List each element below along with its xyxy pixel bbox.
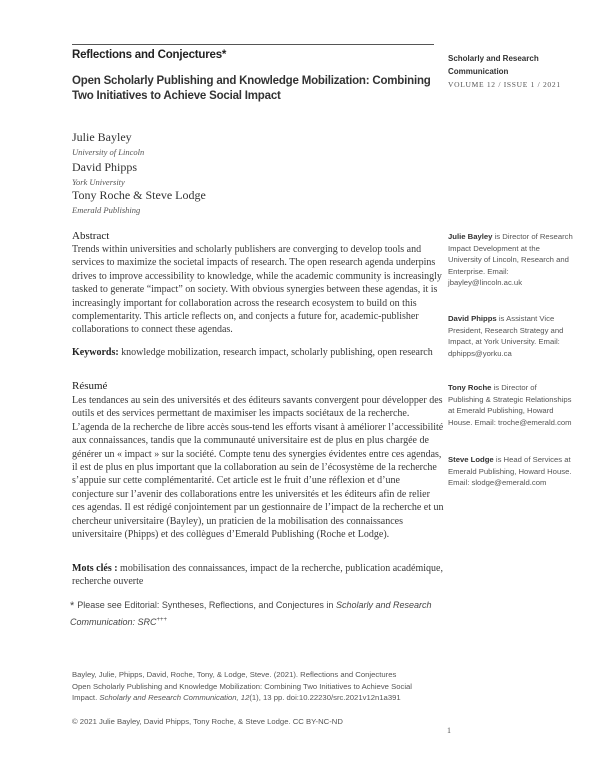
author-name: Tony Roche & Steve Lodge: [72, 188, 206, 202]
bio-name: Tony Roche: [448, 383, 492, 392]
author-name: David Phipps: [72, 160, 138, 174]
mots-cles: [72, 562, 444, 589]
author-name: Julie Bayley: [72, 130, 132, 144]
citation-line: Impact. Scholarly and Research Communication, 12(1), 13 pp. doi:10.22230/src.2021v12n1a391: [72, 693, 401, 702]
bio-text: is Director of Publishing & Strategic Relationships at Emerald Publishing, Howard House. Email: troche@emerald.com: [448, 383, 572, 427]
footnote-text: Please see Editorial: Syntheses, Reflections, and Conjectures in: [77, 600, 334, 610]
author-bio: [448, 382, 573, 428]
volume-issue: VOLUME 12 / ISSUE 1 / 2021: [448, 80, 561, 89]
author-bio: [448, 231, 573, 289]
resume-heading: Résumé: [72, 380, 108, 392]
bio-name: David Phipps: [448, 314, 497, 323]
mots-cles-label: Mots clés :: [72, 563, 118, 574]
author-bio: [448, 454, 573, 489]
editorial-footnote: [70, 598, 450, 629]
footnote-suffix: +++: [156, 617, 168, 623]
footnote-journal: Scholarly and Research Communication: SRC: [70, 600, 432, 627]
journal-name: Scholarly and Research Communication: [448, 54, 539, 76]
abstract-text: Trends within universities and scholarly publishers are converging to develop tools and services to maximize the societal impacts of research. The open research agenda underpins drives to improve accessibility to knowledge, while the academic community is increasingly tasked to generate “impact” on society. With obvious synergies between these agendas, it is increasingly important for collaboration across the research ecosystem to build on this complementarity. This article reflects on, and conjects a future for, academic-publisher collaborations to connect these agendas.: [72, 244, 442, 336]
copyright: © 2021 Julie Bayley, David Phipps, Tony Roche, & Steve Lodge. CC BY-NC-ND: [72, 717, 343, 726]
article-title: Open Scholarly Publishing and Knowledge Mobilization: Combining Two Initiatives to Achieve Social Impact: [72, 75, 431, 102]
keywords-label: Keywords:: [72, 347, 119, 358]
abstract-heading: Abstract: [72, 230, 110, 242]
author-affiliation: Emerald Publishing: [72, 205, 141, 215]
keywords-value: knowledge mobilization, research impact, scholarly publishing, open research: [121, 347, 433, 358]
bio-text: is Assistant Vice President, Research Strategy and Impact, at York University. Email: dphipps@yorku.ca: [448, 314, 564, 358]
footnote-marker: *: [70, 600, 75, 612]
keywords: [72, 346, 444, 359]
bio-text: is Head of Services at Emerald Publishing, Howard House. Email: slodge@emerald.com: [448, 455, 572, 487]
citation-line: Open Scholarly Publishing and Knowledge Mobilization: Combining Two Initiatives to Achieve Social: [72, 681, 413, 691]
top-rule: [72, 44, 434, 45]
bio-text: is Director of Research Impact Development at the University of Lincoln, Research and Enterprise. Email: jbayley@lincoln.ac.uk: [448, 232, 573, 287]
mots-cles-value: mobilisation des connaissances, impact de la recherche, publication académique, recherche ouverte: [72, 563, 443, 588]
citation-line: Bayley, Julie, Phipps, David, Roche, Tony, & Lodge, Steve. (2021). Reflections and Conjectures: [72, 670, 397, 679]
section-label: Reflections and Conjectures*: [72, 49, 227, 61]
citation: [72, 669, 452, 704]
bio-name: Steve Lodge: [448, 455, 494, 464]
bio-name: Julie Bayley: [448, 232, 493, 241]
page-number: 1: [447, 726, 451, 735]
author-affiliation: University of Lincoln: [72, 147, 145, 157]
author-bio: [448, 313, 573, 359]
resume-text: Les tendances au sein des universités et des éditeurs savants convergent pour développer des outils et des services permettant de maximiser les impacts sociétaux de la recherche. L’agenda de la recherche de libre accès sous-tend les efforts visant à améliorer l’accessibilité aux connaissances, tandis que la communauté universitaire est de plus en plus chargée de générer un « impact » sur la société. Compte tenu des synergies évidentes entre ces agendas, il est de plus en plus important que la collaboration au sein de l’écosystème de la recherche s’appuie sur cette complémentarité. Cet article est le fruit d’une réflexion et d’une conjecture sur l’avenir des collaborations entre les universités et les éditeurs afin de relier ces agendas. Il est rédigé conjointement par un gestionnaire de l’impact de la recherche et un chercheur universitaire (Bayley), un praticien de la mobilisation des connaissances universitaire (Phipps) et des collègues d’Emerald Publishing (Roche et Lodge).: [72, 395, 444, 541]
author-affiliation: York University: [72, 177, 125, 187]
